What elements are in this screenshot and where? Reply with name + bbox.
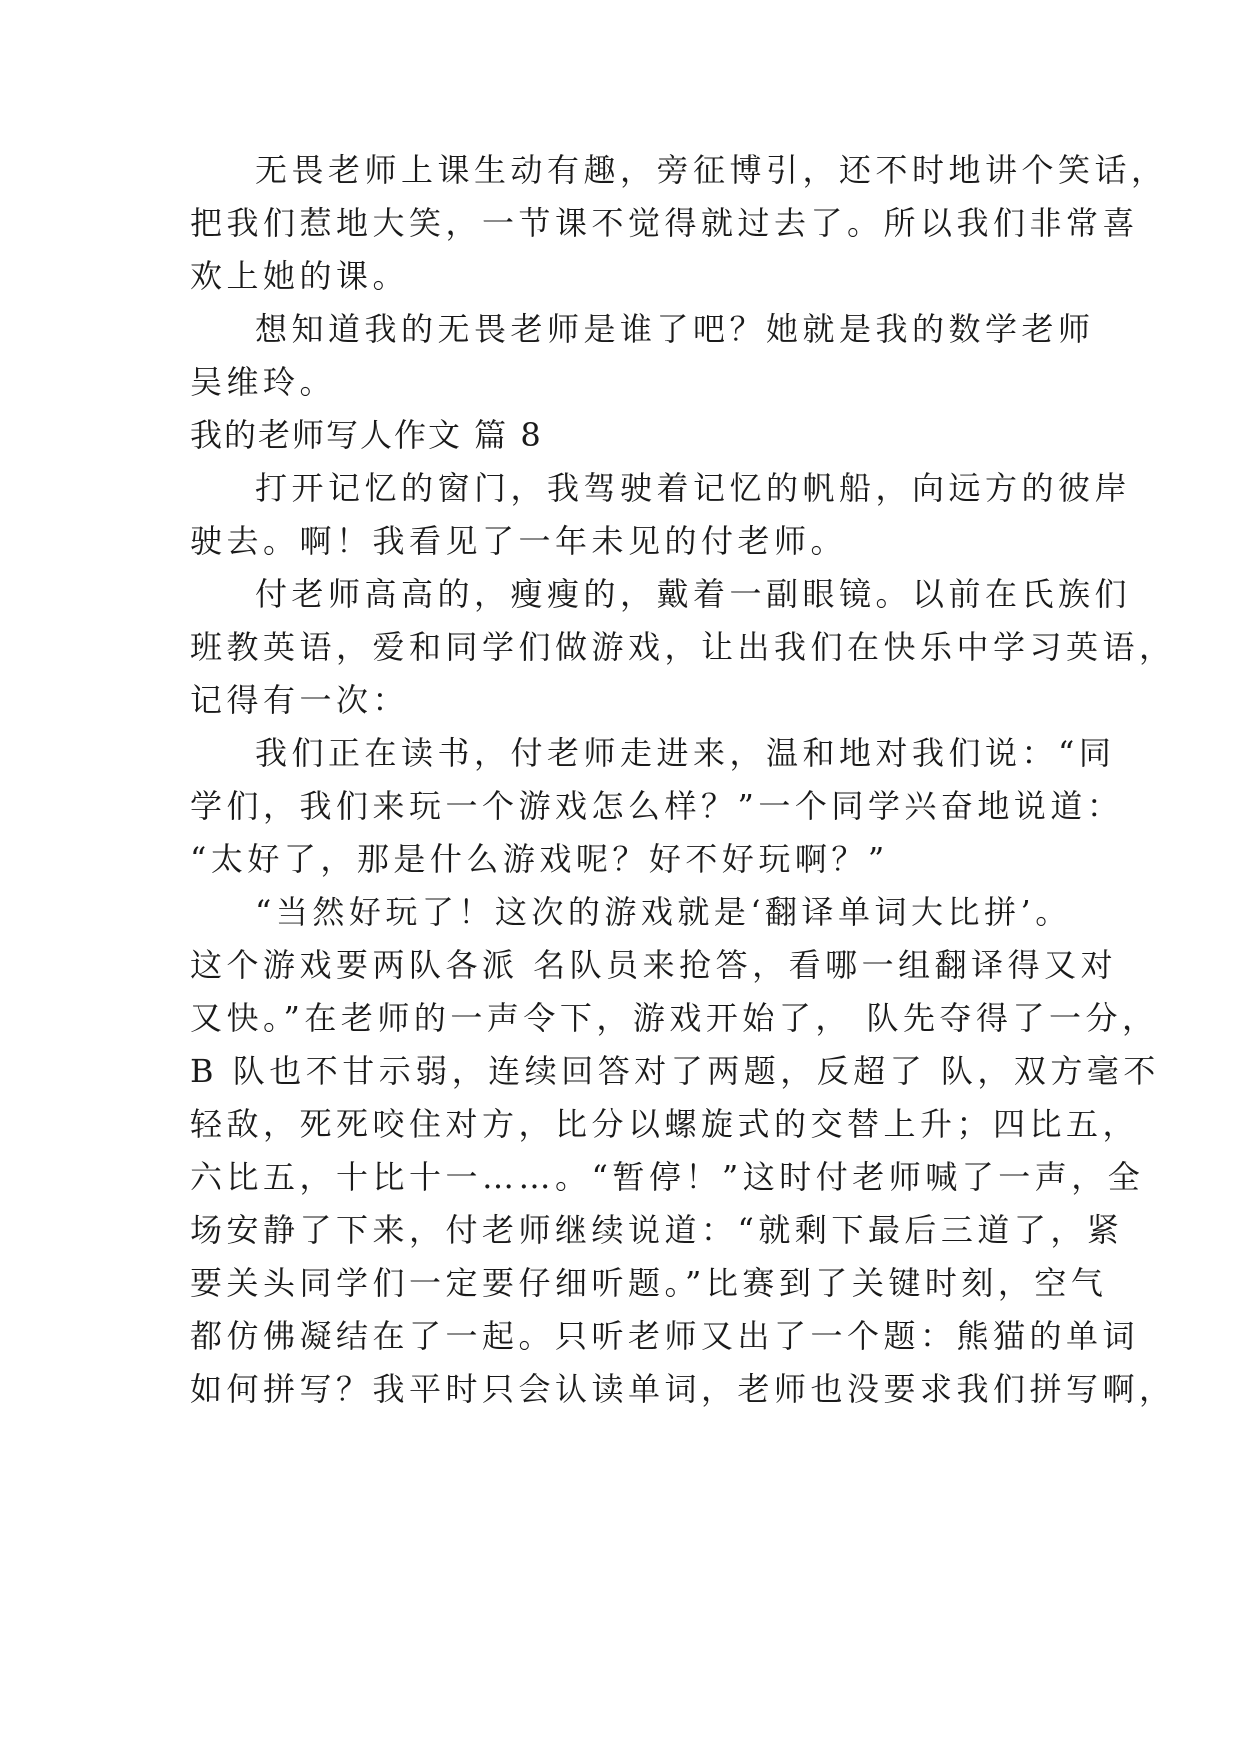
paragraph-line: “当然好玩了！这次的游戏就是‘翻译单词大比拼’。 [255, 893, 1072, 931]
paragraph-line: 付老师高高的，瘦瘦的，戴着一副眼镜。以前在氏族们 [255, 575, 1132, 613]
paragraph-line: 又快。”在老师的一声令下，游戏开始了， 队先夺得了一分， [190, 999, 1159, 1037]
paragraph-line: 都仿佛凝结在了一起。只听老师又出了一个题：熊猫的单词 [190, 1317, 1140, 1355]
paragraph-line: 轻敌，死死咬住对方，比分以螺旋式的交替上升；四比五， [190, 1105, 1140, 1143]
paragraph-line: B 队也不甘示弱，连续回答对了两题，反超了 队，双方毫不 [190, 1052, 1160, 1090]
paragraph-line: 把我们惹地大笑，一节课不觉得就过去了。所以我们非常喜 [190, 204, 1140, 242]
paragraph-line: 班教英语，爱和同学们做游戏，让出我们在快乐中学习英语， [190, 628, 1176, 666]
paragraph-line: 要关头同学们一定要仔细听题。”比赛到了关键时刻，空气 [190, 1264, 1108, 1302]
paragraph-line: 打开记忆的窗门，我驾驶着记忆的帆船，向远方的彼岸 [255, 469, 1132, 507]
paragraph-line: 驶去。啊！我看见了一年未见的付老师。 [190, 522, 848, 560]
paragraph-line: 想知道我的无畏老师是谁了吧？她就是我的数学老师 [255, 310, 1095, 348]
paragraph-line: 如何拼写？我平时只会认读单词，老师也没要求我们拼写啊， [190, 1370, 1176, 1408]
paragraph-line: 这个游戏要两队各派 名队员来抢答，看哪一组翻译得又对 [190, 946, 1118, 984]
paragraph-line: 我们正在读书，付老师走进来，温和地对我们说：“同 [255, 734, 1116, 772]
paragraph-line: 六比五，十比十一……。“暂停！”这时付老师喊了一声，全 [190, 1158, 1145, 1196]
paragraph-line: “太好了，那是什么游戏呢？好不好玩啊？” [190, 840, 889, 878]
paragraph-line: 无畏老师上课生动有趣，旁征博引，还不时地讲个笑话， [255, 151, 1168, 189]
section-heading: 我的老师写人作文 篇 8 [190, 416, 543, 454]
paragraph-line: 吴维玲。 [190, 363, 337, 401]
paragraph-line: 场安静了下来，付老师继续说道：“就剩下最后三道了，紧 [190, 1211, 1124, 1249]
paragraph-line: 学们，我们来玩一个游戏怎么样？”一个同学兴奋地说道： [190, 787, 1124, 825]
paragraph-line: 欢上她的课。 [190, 257, 410, 295]
paragraph-line: 记得有一次： [190, 681, 410, 719]
